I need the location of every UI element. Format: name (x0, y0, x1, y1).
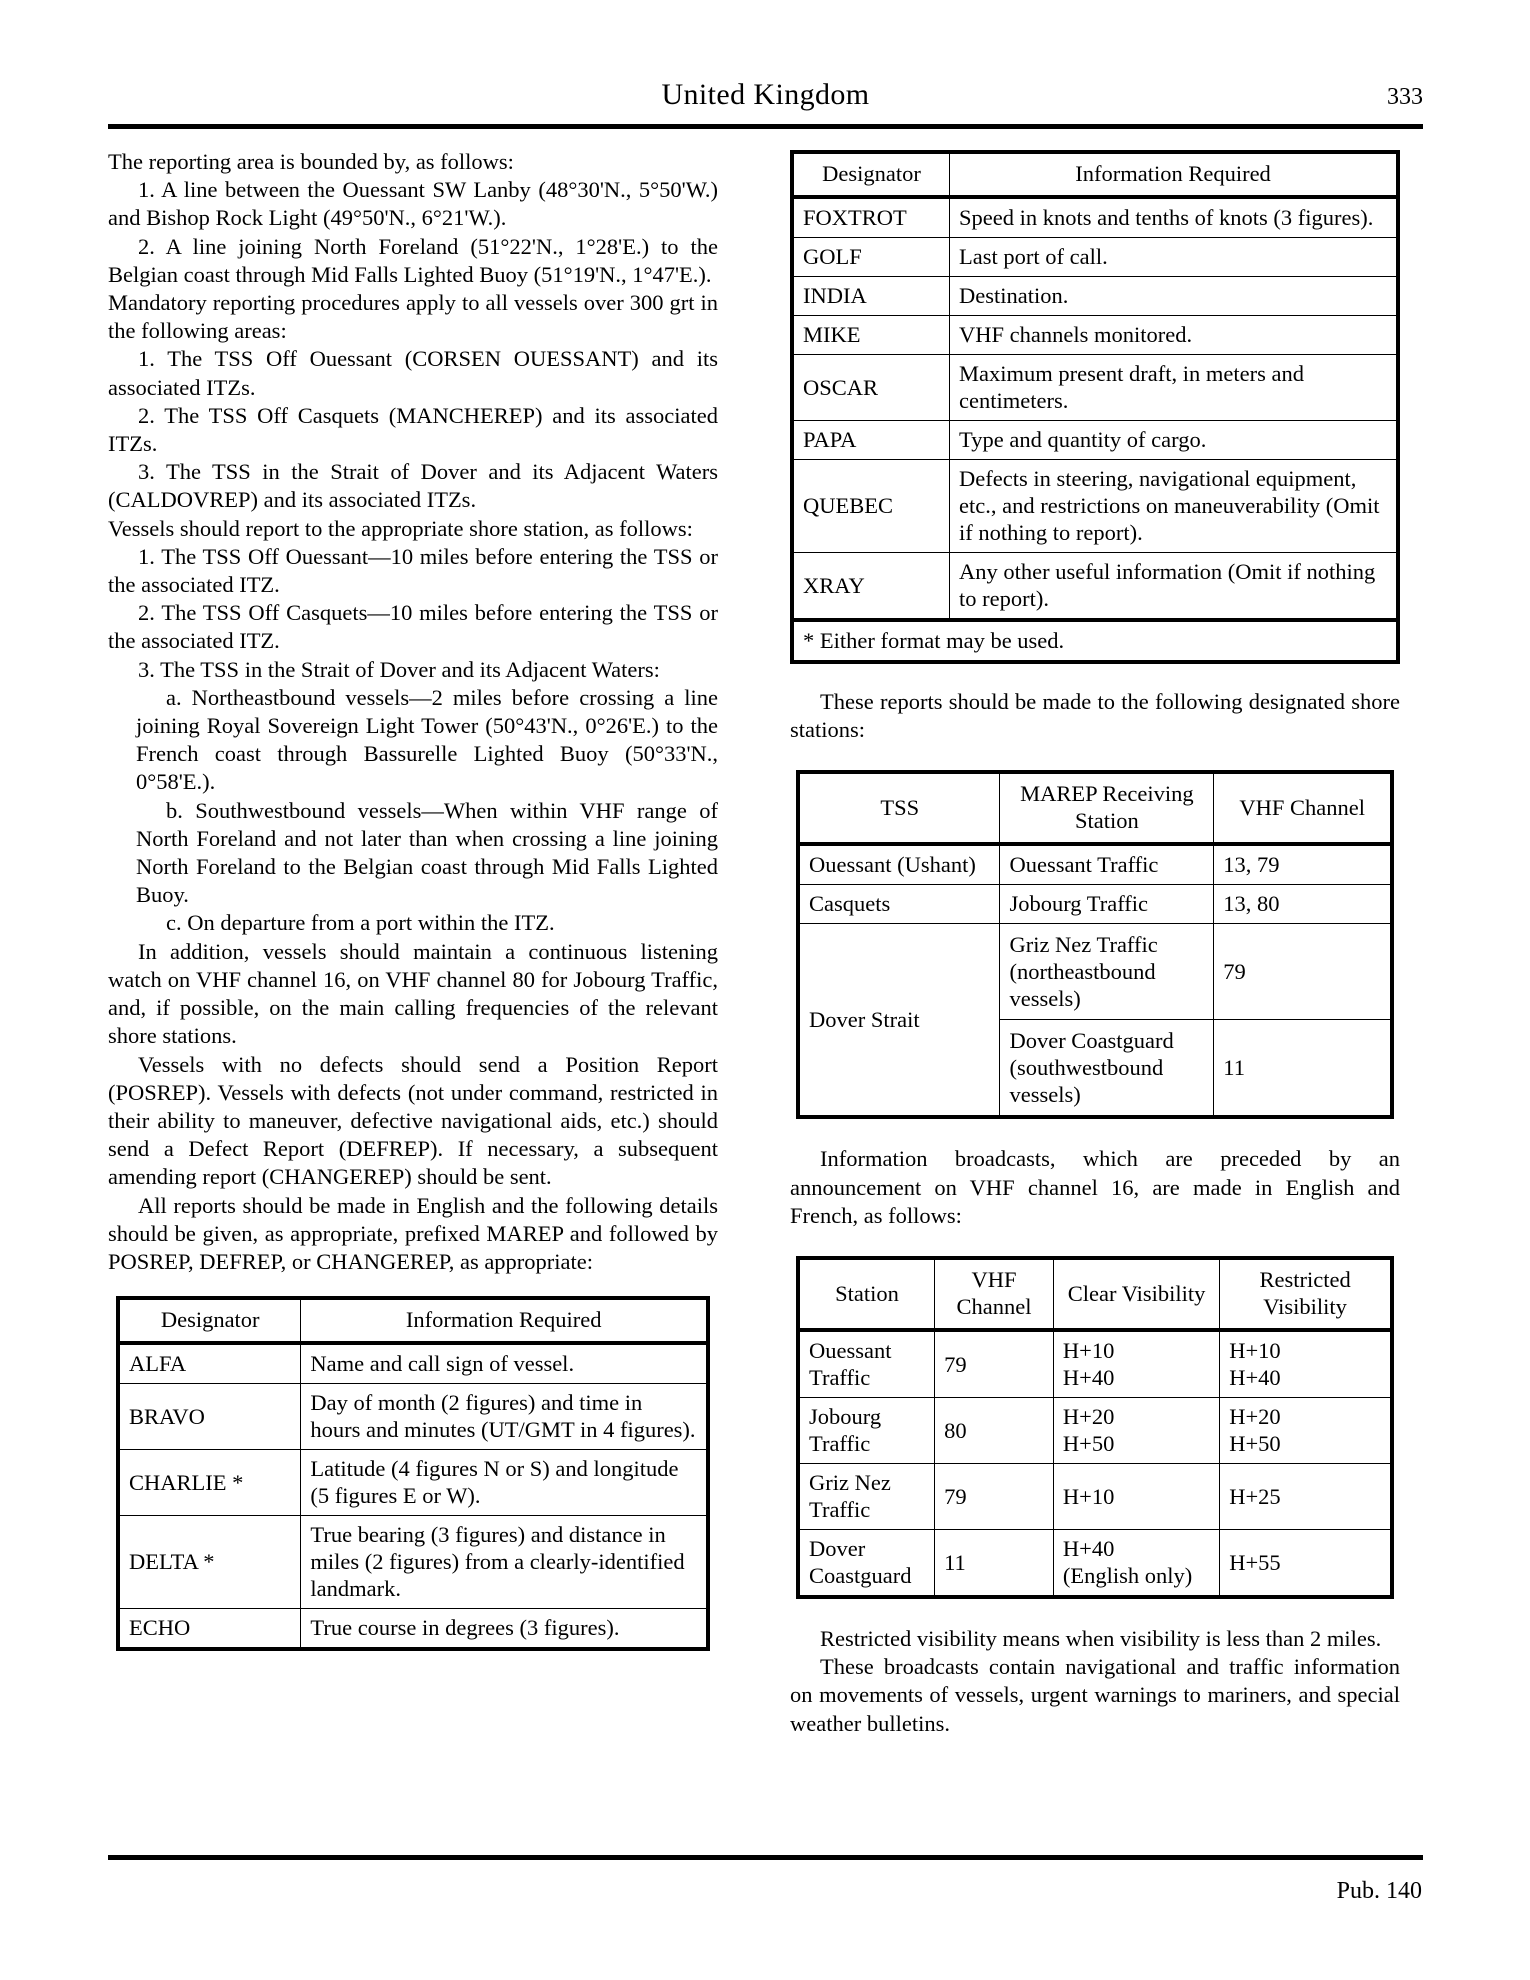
cell-information: VHF channels monitored. (950, 316, 1398, 355)
page-header (108, 78, 1423, 122)
cell-information: True bearing (3 figures) and distance in miles (2 figures) from a clearly-identified landmark. (301, 1516, 708, 1609)
cell-station: Griz Nez Traffic (northeastbound vessels) (1000, 924, 1214, 1020)
paragraph: 3. The TSS in the Strait of Dover and its Adjacent Waters (CALDOVREP) and its associated ITZs. (108, 459, 718, 513)
cell-channel: 79 (935, 1330, 1054, 1398)
cell-designator: QUEBEC (792, 460, 950, 553)
column-header-restricted-visibility: Restricted Visibility (1220, 1258, 1392, 1330)
table-row (792, 421, 1398, 460)
table-row (118, 1609, 708, 1650)
broadcast-table (796, 1256, 1394, 1599)
table-header-row (798, 1258, 1392, 1330)
paragraph: a. Northeastbound vessels—2 miles before crossing a line joining Royal Sovereign Light Tower (50°43'N., 0°26'E.) to the French coast through Bassurelle Lighted Buoy (50°33'N., 0°58'E.). (136, 684, 718, 795)
cell-information: Speed in knots and tenths of knots (3 figures). (950, 197, 1398, 238)
table-row (118, 1516, 708, 1609)
cell-restricted-visibility: H+55 (1220, 1530, 1392, 1598)
paragraph: c. On departure from a port within the ITZ. (166, 910, 555, 936)
cell-clear-visibility: H+10 H+40 (1053, 1330, 1219, 1398)
paragraph: These broadcasts contain navigational and traffic information on movements of vessels, urgent warnings to mariners, and special weather bulletins. (790, 1654, 1400, 1736)
cell-tss: Casquets (798, 885, 1000, 924)
cell-designator: CHARLIE * (118, 1450, 301, 1516)
cell-station: Ouessant Traffic (798, 1330, 935, 1398)
table-row (792, 316, 1398, 355)
paragraph: Vessels should report to the appropriate shore station, as follows: (108, 515, 693, 541)
column-header-marep-station: MAREP Receiving Station (1000, 772, 1214, 844)
page-number: 333 (1387, 84, 1423, 110)
designator-table-left (116, 1296, 710, 1651)
cell-designator: DELTA * (118, 1516, 301, 1609)
table-row (798, 1464, 1392, 1530)
marep-table-wrapper (790, 770, 1400, 1119)
table-row (792, 553, 1398, 621)
column-header-vhf-channel: VHF Channel (1214, 772, 1392, 844)
cell-information: Day of month (2 figures) and time in hours and minutes (UT/GMT in 4 figures). (301, 1384, 708, 1450)
cell-channel: 11 (1214, 1020, 1392, 1118)
table-row (798, 924, 1392, 1020)
cell-information: Last port of call. (950, 238, 1398, 277)
cell-channel: 79 (935, 1464, 1054, 1530)
designator-table-right (790, 150, 1400, 664)
cell-channel: 13, 79 (1214, 844, 1392, 885)
cell-tss: Ouessant (Ushant) (798, 844, 1000, 885)
cell-channel: 13, 80 (1214, 885, 1392, 924)
table-row (118, 1450, 708, 1516)
table-footnote: * Either format may be used. (792, 620, 1398, 662)
paragraph: In addition, vessels should maintain a continuous listening watch on VHF channel 16, on VHF channel 80 for Jobourg Traffic, and, if possible, on the main calling frequencies of the relevant shore stations. (108, 938, 718, 1049)
table-row (798, 1330, 1392, 1398)
paragraph: All reports should be made in English and the following details should be given, as appropriate, prefixed MAREP and followed by POSREP, DEFREP, or CHANGEREP, as appropriate: (108, 1192, 718, 1274)
cell-designator: PAPA (792, 421, 950, 460)
column-header-information: Information Required (301, 1298, 708, 1343)
table-header-row (118, 1298, 708, 1343)
left-column (108, 148, 718, 1651)
cell-station: Jobourg Traffic (798, 1398, 935, 1464)
broadcast-table-wrapper (790, 1256, 1400, 1599)
cell-designator: BRAVO (118, 1384, 301, 1450)
cell-channel: 79 (1214, 924, 1392, 1020)
cell-designator: INDIA (792, 277, 950, 316)
marep-table (796, 770, 1394, 1119)
cell-designator: ECHO (118, 1609, 301, 1650)
column-header-vhf-channel: VHF Channel (935, 1258, 1054, 1330)
right-column (790, 148, 1400, 1738)
paragraph: 1. The TSS Off Ouessant—10 miles before entering the TSS or the associated ITZ. (108, 543, 718, 598)
table-row (792, 355, 1398, 421)
cell-restricted-visibility: H+10 H+40 (1220, 1330, 1392, 1398)
cell-clear-visibility: H+40 (English only) (1053, 1530, 1219, 1598)
cell-clear-visibility: H+20 H+50 (1053, 1398, 1219, 1464)
paragraph: 2. The TSS Off Casquets (MANCHEREP) and its associated ITZs. (108, 402, 718, 457)
paragraph: 1. A line between the Ouessant SW Lanby (48°30'N., 5°50'W.) and Bishop Rock Light (49°50'N., 6°21'W.). (108, 177, 718, 231)
table-row (792, 238, 1398, 277)
cell-restricted-visibility: H+20 H+50 (1220, 1398, 1392, 1464)
paragraph: The reporting area is bounded by, as follows: (108, 149, 514, 174)
table-row (798, 844, 1392, 885)
cell-information: Defects in steering, navigational equipment, etc., and restrictions on maneuverability (Omit if nothing to report). (950, 460, 1398, 553)
cell-station: Ouessant Traffic (1000, 844, 1214, 885)
column-header-station: Station (798, 1258, 935, 1330)
paragraph: b. Southwestbound vessels—When within VHF range of North Foreland and not later than when crossing a line joining North Foreland to the Belgian coast through Mid Falls Lighted Buoy. (136, 797, 718, 908)
cell-information: True course in degrees (3 figures). (301, 1609, 708, 1650)
paragraph: Vessels with no defects should send a Position Report (POSREP). Vessels with defects (not under command, restricted in their ability to maneuver, defective navigational aids, etc.) should send a Defect Report (DEFREP). If necessary, a subsequent amending report (CHANGEREP) should be sent. (108, 1051, 718, 1190)
cell-information: Latitude (4 figures N or S) and longitude (5 figures E or W). (301, 1450, 708, 1516)
column-header-tss: TSS (798, 772, 1000, 844)
table-row (798, 885, 1392, 924)
paragraph: 3. The TSS in the Strait of Dover and its Adjacent Waters: (138, 656, 660, 682)
table-header-row (798, 772, 1392, 844)
cell-clear-visibility: H+10 (1053, 1464, 1219, 1530)
cell-station: Dover Coastguard (798, 1530, 935, 1598)
paragraph: 1. The TSS Off Ouessant (CORSEN OUESSANT) and its associated ITZs. (108, 346, 718, 400)
table-footnote-row (792, 620, 1398, 662)
column-header-information: Information Required (950, 152, 1398, 197)
table-row (792, 197, 1398, 238)
cell-channel: 11 (935, 1530, 1054, 1598)
cell-designator: OSCAR (792, 355, 950, 421)
cell-designator: ALFA (118, 1343, 301, 1384)
footer-rule (108, 1855, 1423, 1860)
cell-station: Griz Nez Traffic (798, 1464, 935, 1530)
cell-designator: FOXTROT (792, 197, 950, 238)
page-title: United Kingdom (661, 78, 870, 111)
cell-station: Dover Coastguard (southwestbound vessels) (1000, 1020, 1214, 1118)
cell-designator: GOLF (792, 238, 950, 277)
cell-information: Maximum present draft, in meters and centimeters. (950, 355, 1398, 421)
cell-designator: MIKE (792, 316, 950, 355)
paragraph: 2. The TSS Off Casquets—10 miles before entering the TSS or the associated ITZ. (108, 600, 718, 654)
cell-channel: 80 (935, 1398, 1054, 1464)
table-row (118, 1384, 708, 1450)
cell-station: Jobourg Traffic (1000, 885, 1214, 924)
designator-table-right-wrapper (790, 150, 1400, 664)
table-row (798, 1530, 1392, 1598)
designator-table-left-wrapper (108, 1296, 718, 1651)
cell-information: Name and call sign of vessel. (301, 1343, 708, 1384)
column-header-clear-visibility: Clear Visibility (1053, 1258, 1219, 1330)
header-rule (108, 124, 1423, 129)
cell-tss: Dover Strait (798, 924, 1000, 1118)
footer-publication: Pub. 140 (1336, 1878, 1422, 1904)
table-row (792, 277, 1398, 316)
table-row (118, 1343, 708, 1384)
cell-designator: XRAY (792, 553, 950, 621)
paragraph: Mandatory reporting procedures apply to all vessels over 300 grt in the following areas: (108, 290, 718, 344)
column-header-designator: Designator (792, 152, 950, 197)
table-row (792, 460, 1398, 553)
cell-information: Destination. (950, 277, 1398, 316)
cell-restricted-visibility: H+25 (1220, 1464, 1392, 1530)
cell-information: Type and quantity of cargo. (950, 421, 1398, 460)
paragraph: These reports should be made to the following designated shore stations: (790, 689, 1400, 743)
cell-information: Any other useful information (Omit if nothing to report). (950, 553, 1398, 621)
column-header-designator: Designator (118, 1298, 301, 1343)
table-header-row (792, 152, 1398, 197)
paragraph: 2. A line joining North Foreland (51°22'N., 1°28'E.) to the Belgian coast through Mid Falls Lighted Buoy (51°19'N., 1°47'E.). (108, 233, 718, 287)
table-row (798, 1398, 1392, 1464)
paragraph: Restricted visibility means when visibility is less than 2 miles. (820, 1626, 1382, 1652)
paragraph: Information broadcasts, which are preceded by an announcement on VHF channel 16, are made in English and French, as follows: (790, 1146, 1400, 1228)
